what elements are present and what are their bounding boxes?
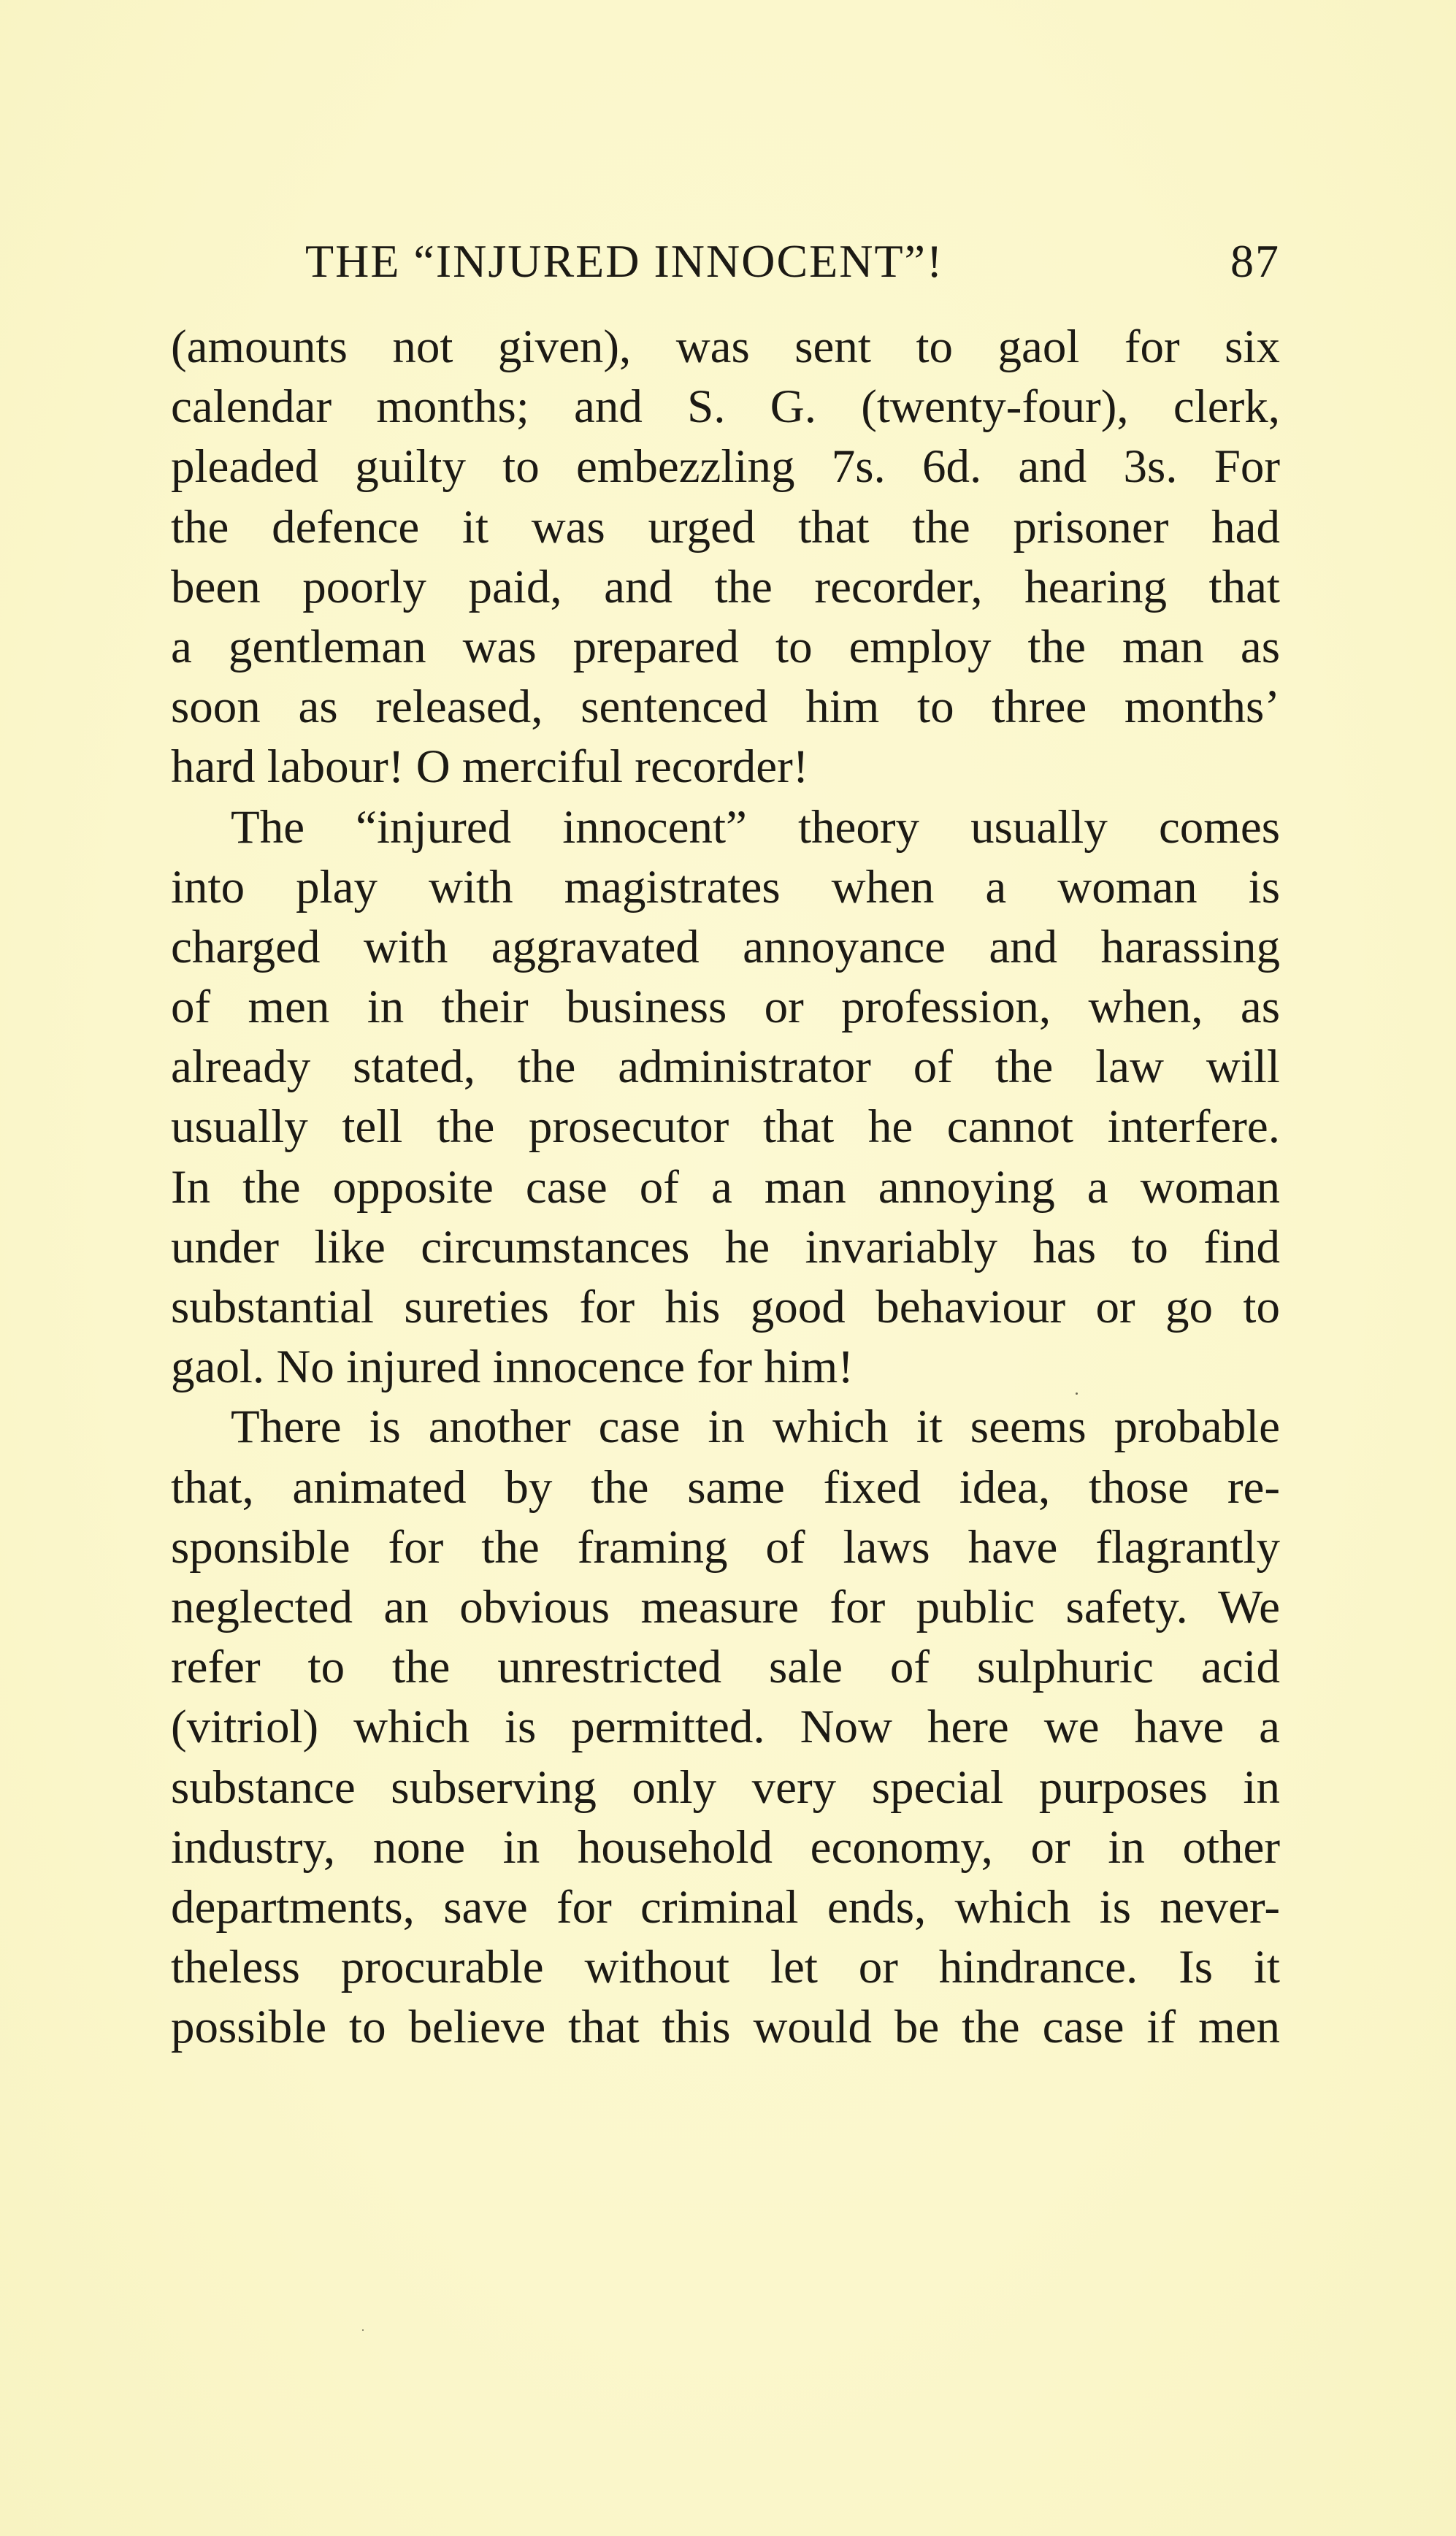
text-line: usually tell the prosecutor that he cannot interfere. — [171, 1100, 1280, 1154]
text-line: There is another case in which it seems probable — [231, 1401, 1280, 1454]
text-line: pleaded guilty to embezzling 7s. 6d. and 3s. For — [171, 440, 1280, 494]
text-line: The “injured innocent” theory usually comes — [231, 800, 1280, 854]
text-line: hard labour! O merciful recorder! — [171, 740, 809, 794]
running-title: THE “INJURED INNOCENT”! — [305, 235, 944, 287]
text-line: the defence it was urged that the prisoner had — [171, 500, 1280, 553]
text-line: been poorly paid, and the recorder, hearing that — [171, 560, 1280, 613]
text-line: already stated, the administrator of the law will — [171, 1041, 1280, 1094]
paragraph — [171, 1397, 1280, 2057]
text-line: neglected an obvious measure for public safety. We — [171, 1580, 1280, 1633]
page-number: 87 — [1230, 235, 1280, 287]
text-line: (vitriol) which is permitted. Now here we have a — [171, 1701, 1280, 1754]
text-line: departments, save for criminal ends, which is never- — [171, 1880, 1280, 1934]
text-line: charged with aggravated annoyance and harassing — [171, 920, 1280, 973]
text-line: into play with magistrates when a woman is — [171, 860, 1280, 913]
text-line: industry, none in household economy, or in other — [171, 1820, 1280, 1874]
paper-speck — [362, 2329, 364, 2331]
text-line: soon as released, sentenced him to three months’ — [171, 681, 1280, 734]
body-text — [171, 317, 1280, 2057]
text-line: substance subserving only very special purposes in — [171, 1761, 1280, 1814]
running-head — [305, 225, 1280, 298]
text-line: refer to the unrestricted sale of sulphuric acid — [171, 1641, 1280, 1694]
text-line: In the opposite case of a man annoying a woman — [171, 1160, 1280, 1214]
text-line: theless procurable without let or hindrance. Is it — [171, 1941, 1280, 1994]
text-line: a gentleman was prepared to employ the man as — [171, 620, 1280, 673]
text-line: gaol. No injured innocence for him! — [171, 1341, 854, 1394]
text-line: of men in their business or profession, when, as — [171, 981, 1280, 1034]
paragraph — [171, 797, 1280, 1398]
text-line: possible to believe that this would be the case if men — [171, 2001, 1280, 2054]
text-line: calendar months; and S. G. (twenty-four), clerk, — [171, 380, 1280, 434]
text-line: sponsible for the framing of laws have flagrantly — [171, 1520, 1280, 1574]
paragraph — [171, 317, 1280, 797]
paper-speck — [1076, 1392, 1078, 1395]
text-line: that, animated by the same fixed idea, those re- — [171, 1460, 1280, 1514]
text-line: under like circumstances he invariably has to find — [171, 1220, 1280, 1273]
text-line: substantial sureties for his good behaviour or go to — [171, 1281, 1280, 1333]
text-line: (amounts not given), was sent to gaol for six — [171, 321, 1280, 373]
